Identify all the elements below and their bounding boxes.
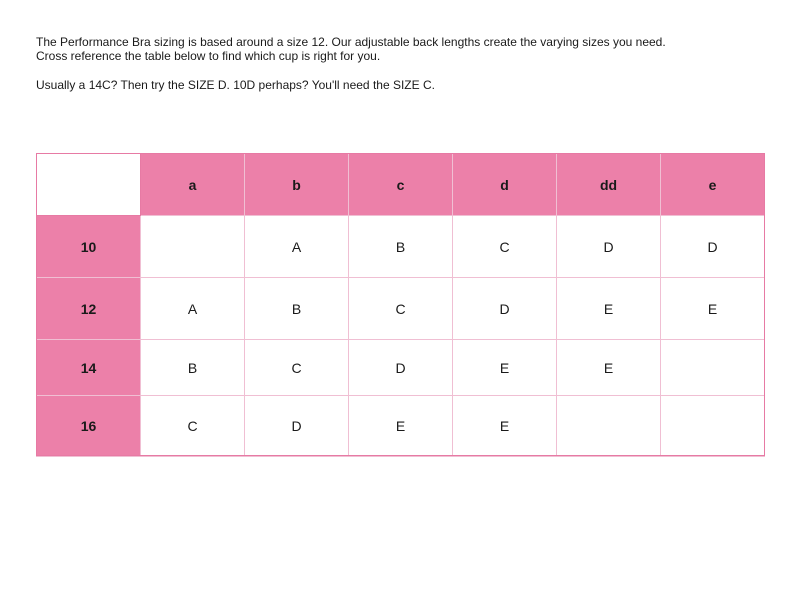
- header-row: [37, 154, 765, 216]
- column-header-b: b: [245, 154, 349, 216]
- table-cell: D: [349, 340, 453, 396]
- column-header-a: a: [141, 154, 245, 216]
- intro-text: [36, 35, 776, 92]
- table-cell: D: [557, 216, 661, 278]
- table-cell: A: [141, 278, 245, 340]
- table-cell: [661, 396, 765, 457]
- size-chart-table: [36, 153, 765, 457]
- table-cell: E: [661, 278, 765, 340]
- row-header-10: 10: [37, 216, 141, 278]
- column-header-e: e: [661, 154, 765, 216]
- intro-paragraph-1: [36, 35, 776, 63]
- table-cell: C: [453, 216, 557, 278]
- table-cell: [141, 216, 245, 278]
- table-cell: E: [557, 340, 661, 396]
- row-header-12: 12: [37, 278, 141, 340]
- table-cell: [557, 396, 661, 457]
- corner-cell: [37, 154, 141, 216]
- table-cell: A: [245, 216, 349, 278]
- column-header-c: c: [349, 154, 453, 216]
- column-header-d: d: [453, 154, 557, 216]
- table-cell: C: [141, 396, 245, 457]
- table-cell: D: [245, 396, 349, 457]
- row-header-14: 14: [37, 340, 141, 396]
- table-cell: C: [349, 278, 453, 340]
- table-cell: D: [661, 216, 765, 278]
- table-row: [37, 340, 765, 396]
- table-cell: B: [349, 216, 453, 278]
- intro-line-2: Cross reference the table below to find which cup is right for you.: [36, 49, 381, 63]
- table-cell: C: [245, 340, 349, 396]
- table-cell: [661, 340, 765, 396]
- table-cell: B: [141, 340, 245, 396]
- table-row: [37, 278, 765, 340]
- table-cell: D: [453, 278, 557, 340]
- row-header-16: 16: [37, 396, 141, 457]
- table-cell: E: [557, 278, 661, 340]
- table-cell: E: [349, 396, 453, 457]
- intro-paragraph-2: Usually a 14C? Then try the SIZE D. 10D perhaps? You'll need the SIZE C.: [36, 78, 435, 92]
- table-row: [37, 396, 765, 457]
- table-cell: E: [453, 340, 557, 396]
- table-cell: E: [453, 396, 557, 457]
- table-row: [37, 216, 765, 278]
- intro-line-1: The Performance Bra sizing is based around a size 12. Our adjustable back lengths create the varying sizes you need.: [36, 35, 666, 49]
- table-cell: B: [245, 278, 349, 340]
- column-header-dd: dd: [557, 154, 661, 216]
